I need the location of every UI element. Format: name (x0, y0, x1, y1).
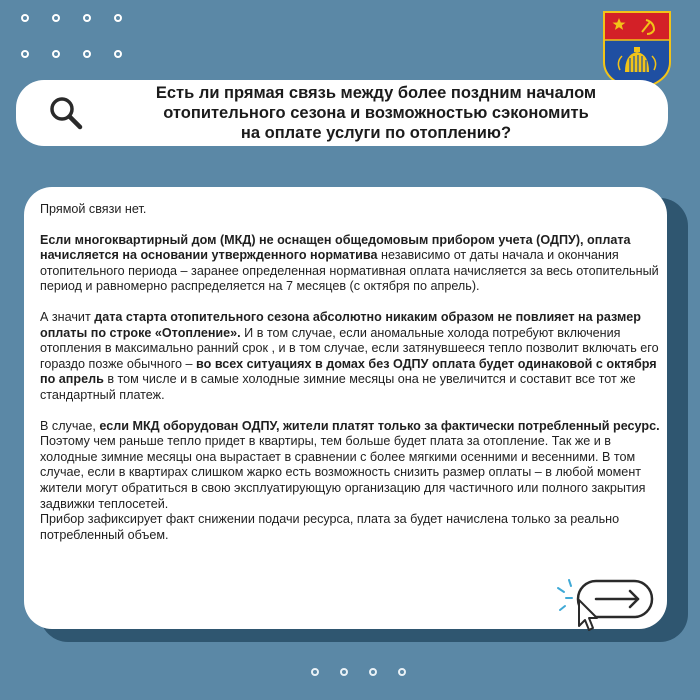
paragraph (40, 310, 660, 404)
next-button[interactable] (552, 574, 662, 636)
text: И в том случае, если аномальные холода потребуют включения отопления в максимально ранний срок , и в том случае, если затянувшееся тепло позволит включать его гораздо позже обычного – (40, 325, 659, 371)
page-dot[interactable] (340, 668, 348, 676)
question-header (16, 80, 668, 146)
text: Поэтому чем раньше тепло придет в квартиры, тем больше будет плата за отопление. Так же и в холодные зимние месяцы она вырастает в сравнении с более мягкими осенними и весенними. В том случае, если в квартирах слишком жарко есть возможность снизить размер оплаты – в любой момент жители могут обратиться в свою эксплуатирующую организацию для частичного или полного закрытия задвижки теплосетей. (40, 434, 646, 511)
text: в том числе и в самые холодные зимние месяцы она не увеличится и составит все тот же стандартный платеж. (40, 372, 636, 402)
question-title (104, 80, 648, 146)
click-sparkle-icon (558, 580, 572, 610)
text: В случае, (40, 418, 100, 433)
bold-text: если МКД оборудован ОДПУ, жители платят только за фактически потребленный ресурс. (99, 418, 660, 433)
decor-dot (83, 50, 91, 58)
paragraph (40, 233, 660, 295)
decor-dot (21, 50, 29, 58)
text: Прибор зафиксирует факт снижении подачи ресурса, плата за будет начислена только за реально потребленный объем. (40, 512, 620, 542)
text: независимо от даты начала и окончания отопительного периода – заранее определенная нормативная оплата начисляется за весь отопительный период и равномерно распределяется на 7 месяцев (с октября по апрель). (40, 248, 659, 294)
decor-dot (114, 50, 122, 58)
bold-text: во всех ситуациях в домах без ОДПУ оплата будет одинаковой с октября по апрель (40, 356, 657, 387)
decor-dot (114, 14, 122, 22)
text: А значит (40, 309, 95, 324)
search-icon (48, 95, 84, 131)
paragraph (40, 512, 660, 543)
answer-text (40, 202, 660, 543)
page-dot[interactable] (398, 668, 406, 676)
title-line: отопительного сезона и возможностью сэкономить (163, 104, 589, 122)
decor-dot (83, 14, 91, 22)
decor-dot (52, 14, 60, 22)
paragraph (40, 419, 660, 513)
paragraph (40, 202, 660, 218)
page-dot[interactable] (369, 668, 377, 676)
decor-dot (21, 14, 29, 22)
text: Прямой связи нет. (40, 202, 147, 216)
title-line: Есть ли прямая связь между более поздним началом (155, 84, 597, 102)
bold-text: Если многоквартирный дом (МКД) не оснащен общедомовым прибором учета (ОДПУ), оплата начисляется на основании утвержденного норматива (40, 232, 631, 263)
decor-dot (52, 50, 60, 58)
page-dot[interactable] (311, 668, 319, 676)
bold-text: дата старта отопительного сезона абсолютно никаким образом не повлияет на размер оплаты по строке «Отопление». (40, 309, 641, 340)
title-line: на оплате услуги по отоплению? (240, 124, 512, 142)
